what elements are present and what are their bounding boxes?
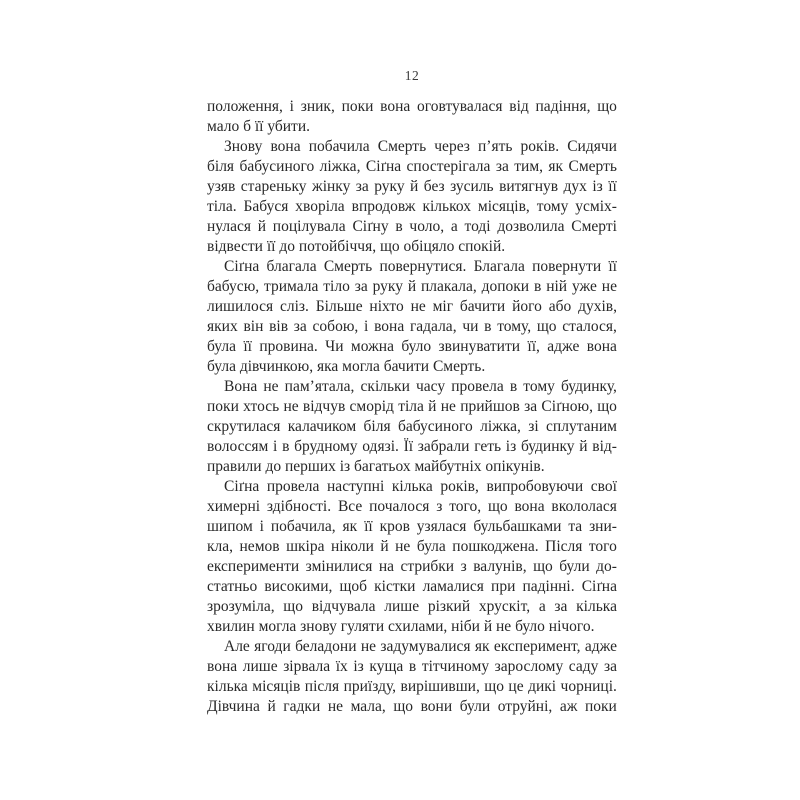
text-line: біля бабусиного ліжка, Сіґна спостерігала за тим, як Смерть (207, 158, 617, 175)
text-line: кілька місяців після приїзду, вирішивши, що це дикі чорниці. (207, 678, 617, 695)
text-line: яких він вів за собою, і вона гадала, чи в тому, що сталося, (207, 318, 617, 335)
text-column (207, 97, 617, 717)
text-line: була її провина. Чи можна було звинуватити її, адже вона (207, 338, 617, 355)
text-line: узяв стареньку жінку за руку й без зусиль витягнув дух із її (207, 178, 617, 195)
text-line: тіла. Бабуся хворіла впродовж кількох місяців, тому усміх- (207, 198, 617, 215)
text-line: волоссям і в брудному одязі. Її забрали геть із будинку й від- (207, 438, 617, 455)
page-number: 12 (404, 68, 420, 83)
text-line: Сіґна благала Смерть повернутися. Благала повернути її (224, 258, 617, 275)
text-line: поки хтось не відчув сморід тіла й не прийшов за Сіґною, що (207, 398, 617, 415)
text-line: кла, немов шкіра ніколи й не була пошкоджена. Після того (207, 538, 617, 555)
text-line: мало б її убити. (207, 118, 310, 135)
text-line: Дівчина й гадки не мала, що вони були отруйні, аж поки (207, 698, 617, 715)
text-line: нулася й поцілувала Сіґну в чоло, а тоді дозволила Смерті (207, 218, 617, 235)
text-line: бабусю, тримала тіло за руку й плакала, допоки в ній уже не (207, 278, 617, 295)
text-line: химерні здібності. Все почалося з того, що вона вкололася (207, 498, 617, 515)
text-line: Сіґна провела наступні кілька років, випробовуючи свої (224, 478, 617, 495)
text-line: Але ягоди беладони не задумувалися як експеримент, адже (224, 638, 617, 655)
text-line: лишилося сліз. Більше ніхто не міг бачити його або духів, (207, 298, 617, 315)
text-line: положення, і зник, поки вона оговтувалася від падіння, що (207, 98, 617, 115)
text-line: зрозуміла, що відчувала лише різкий хрускіт, а за кілька (207, 598, 617, 615)
text-line: статньо високими, щоб кістки ламалися при падінні. Сіґна (207, 578, 617, 595)
text-line: експерименти змінилися на стрибки з валунів, що були до- (207, 558, 617, 575)
text-line: Знову вона побачила Смерть через п’ять років. Сидячи (224, 138, 617, 155)
text-line: хвилин могла знову гуляти схилами, ніби й не було нічого. (207, 618, 595, 635)
text-line: скрутилася калачиком біля бабусиного ліжка, зі сплутаним (207, 418, 617, 435)
text-line: відвести її до потойбіччя, що обіцяло спокій. (207, 238, 506, 255)
text-line: правили до перших із багатьох майбутніх опікунів. (207, 458, 545, 475)
text-line: була дівчинкою, яка могла бачити Смерть. (207, 358, 486, 375)
text-line: Вона не пам’ятала, скільки часу провела в тому будинку, (224, 378, 617, 395)
text-line: вона лише зірвала їх із куща в тітчиному зарослому саду за (207, 658, 617, 675)
text-line: шипом і побачила, як її кров узялася бульбашками та зни- (207, 518, 617, 535)
